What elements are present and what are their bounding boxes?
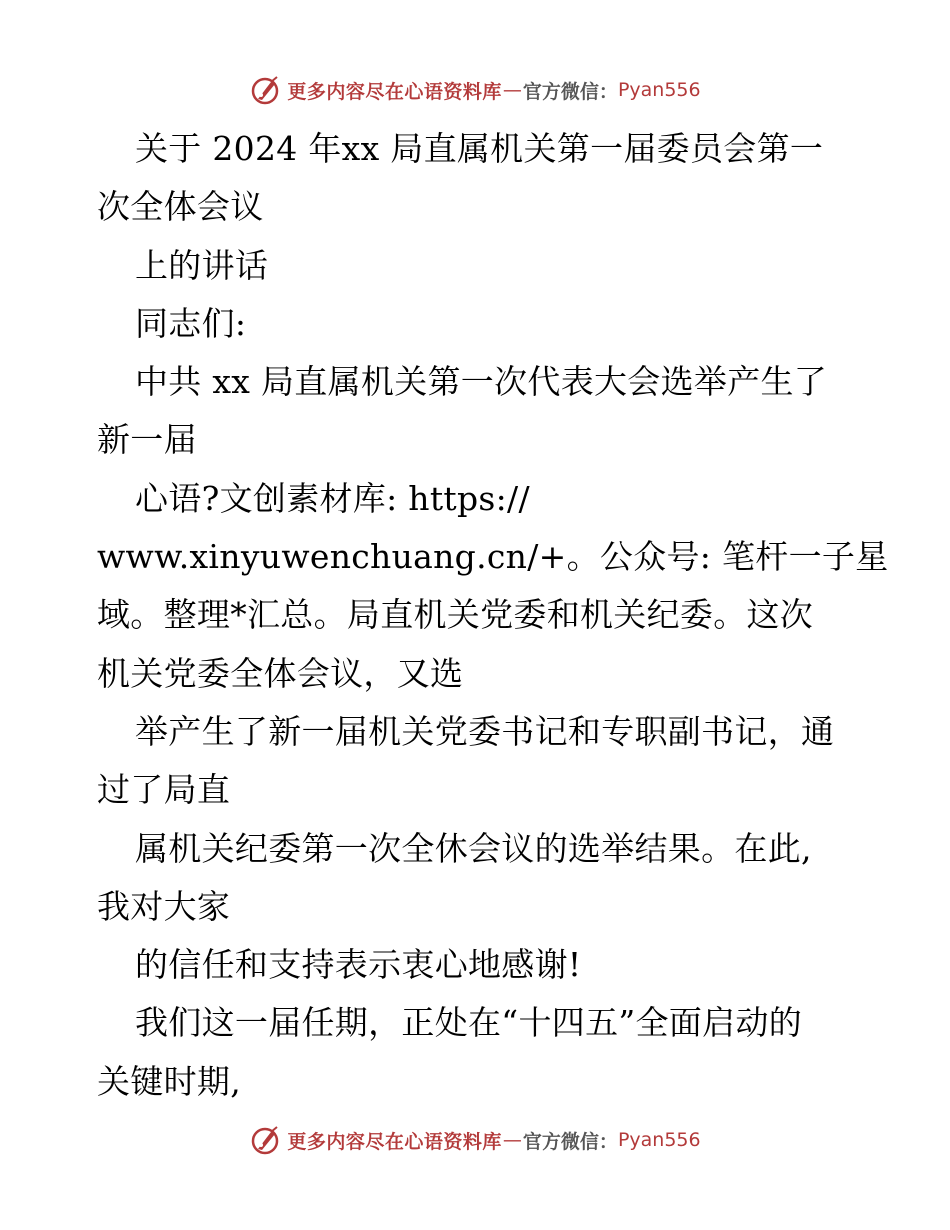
paragraph-line: 中共 xx 局直属机关第一次代表大会选举产生了 <box>135 362 828 402</box>
document-body <box>97 120 889 1111</box>
paragraph-line: 机关党委全体会议，又选 <box>97 653 464 693</box>
banner-wechat-id: Pyan556 <box>617 79 701 101</box>
paragraph-line: 域。整理*汇总。局直机关党委和机关纪委。这次 <box>97 595 814 635</box>
paragraph-line: 举产生了新一届机关党委书记和专职副书记，通 <box>135 711 835 751</box>
banner-main-text: 更多内容尽在心语资料库 <box>287 1130 502 1153</box>
paragraph-line: 过了局直 <box>97 770 231 810</box>
banner-dash: — <box>502 1129 522 1151</box>
title-line-2: 次全体会议 <box>97 187 264 227</box>
banner-wechat-label: 官方微信： <box>522 1130 618 1153</box>
paragraph-line: 我们这一届任期，正处在“十四五”全面启动的 <box>135 1003 803 1043</box>
paragraph-line: 新一届 <box>97 420 197 460</box>
title-line-1: 关于 2024 年xx 局直属机关第一届委员会第一 <box>135 129 824 168</box>
paragraph-line: 我对大家 <box>97 886 231 926</box>
quill-pen-logo-icon <box>249 74 281 106</box>
banner-wechat-id: Pyan556 <box>617 1129 701 1151</box>
paragraph-line: 关键时期, <box>97 1061 241 1101</box>
footer-watermark-banner <box>0 1122 950 1158</box>
banner-wechat-label: 官方微信： <box>522 80 618 103</box>
title-line-3: 上的讲话 <box>135 245 269 285</box>
paragraph-line: 属机关纪委第一次全休会议的选举结果。在此, <box>135 828 812 868</box>
header-watermark-banner <box>0 72 950 108</box>
quill-pen-logo-icon <box>249 1124 281 1156</box>
banner-main-text: 更多内容尽在心语资料库 <box>287 80 502 103</box>
paragraph-line: 心语?文创素材库: https:// <box>135 478 530 518</box>
salutation: 同志们: <box>135 303 247 343</box>
paragraph-line: 的信任和支持表示衷心地感谢! <box>135 945 582 985</box>
paragraph-line: www.xinyuwenchuang.cn/+。公众号: 笔杆一子星 <box>97 537 889 577</box>
banner-dash: — <box>502 79 522 101</box>
